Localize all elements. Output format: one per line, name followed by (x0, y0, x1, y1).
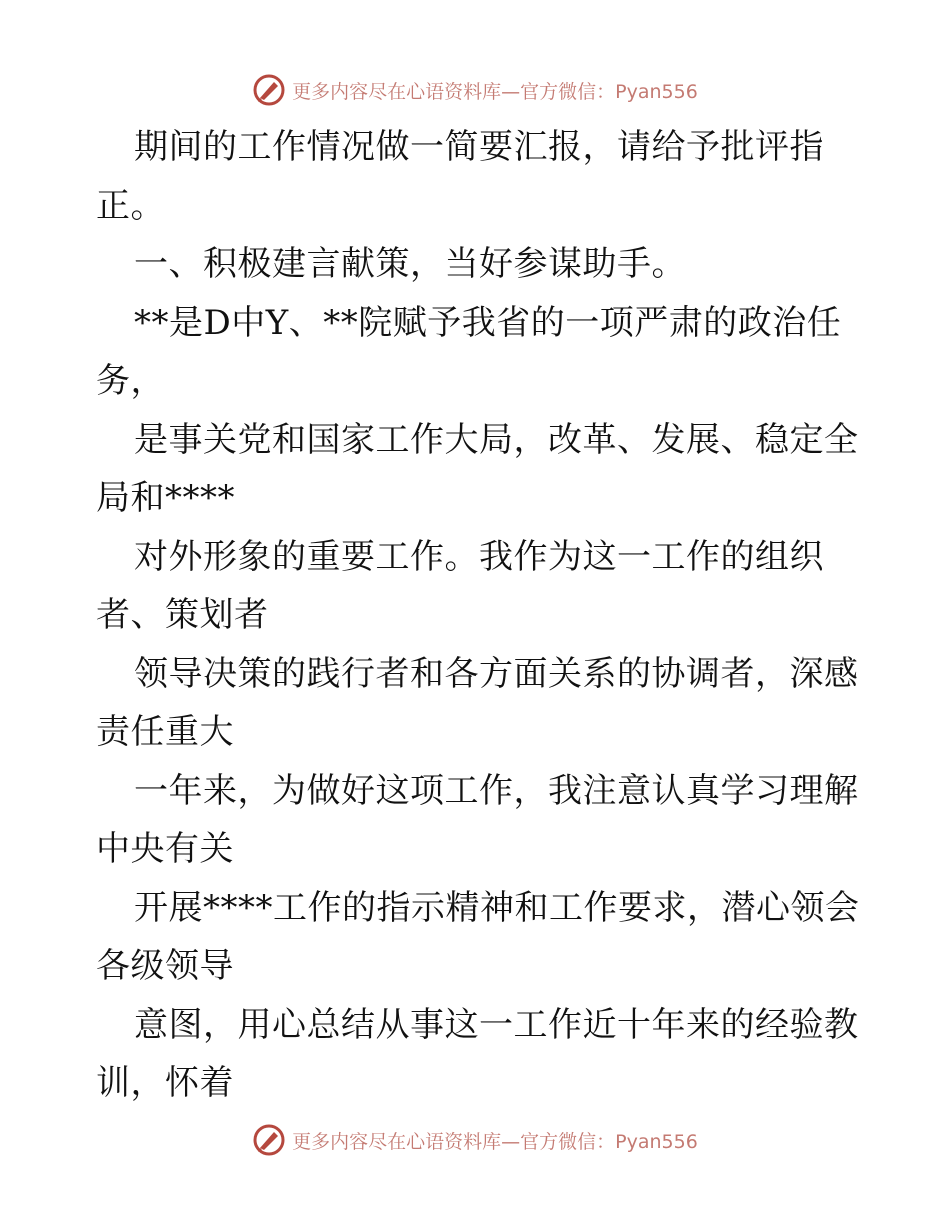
text-line: 是事关党和国家工作大局，改革、发展、稳定全 (134, 419, 859, 460)
text-line: 责任重大 (96, 712, 234, 752)
watermark-text: 更多内容尽在心语资料库—官方微信：Pyan556 (292, 1130, 698, 1153)
pen-logo-icon (252, 1123, 286, 1157)
text-line: 一年来，为做好这项工作，我注意认真学习理解 (134, 770, 859, 811)
section-heading: 一、积极建言献策，当好参谋助手。 (134, 244, 686, 284)
watermark-text: 更多内容尽在心语资料库—官方微信：Pyan556 (292, 80, 698, 103)
text-line: **是D中Y、**院赋予我省的一项严肃的政治任 (134, 302, 842, 343)
text-line: 期间的工作情况做一简要汇报，请给予批评指 (134, 127, 824, 167)
text-line: 务， (96, 361, 165, 401)
pen-logo-icon (252, 73, 286, 107)
text-line: 中央有关 (96, 829, 234, 869)
text-line: 各级领导 (96, 946, 234, 986)
text-line: 领导决策的践行者和各方面关系的协调者，深感 (134, 653, 859, 694)
text-line: 训，怀着 (96, 1063, 234, 1103)
text-line: 者、策划者 (96, 595, 269, 635)
text-line: 对外形象的重要工作。我作为这一工作的组织 (134, 536, 824, 577)
text-line: 开展****工作的指示精神和工作要求，潜心领会 (134, 887, 860, 928)
header-watermark (0, 70, 950, 110)
text-line: 意图，用心总结从事这一工作近十年来的经验教 (134, 1004, 859, 1045)
footer-watermark (0, 1120, 950, 1160)
text-line: 局和**** (96, 478, 235, 518)
text-line: 正。 (96, 185, 165, 226)
document-body (96, 118, 860, 1113)
